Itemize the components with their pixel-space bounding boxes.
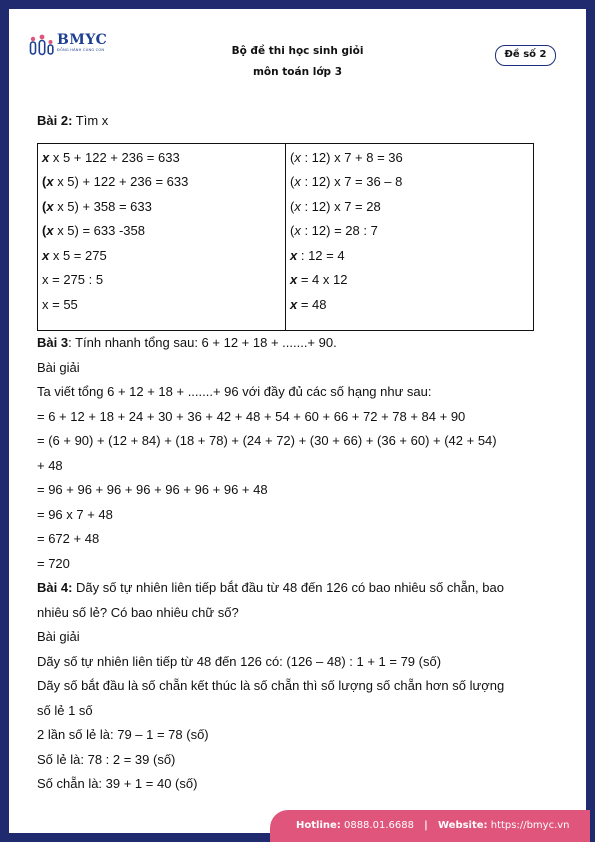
bai2-right-line: x : 12 = 4 <box>290 247 345 263</box>
document-body <box>37 109 567 797</box>
bai2-right-line: (x : 12) = 28 : 7 <box>290 223 378 238</box>
bai4-line: Số chẵn là: 39 + 1 = 40 (số) <box>37 776 198 791</box>
bai2-right-line: (x : 12) x 7 + 8 = 36 <box>290 149 403 165</box>
bai2-solution-table <box>37 143 534 332</box>
bai2-left-line: x x 5 = 275 <box>42 247 107 263</box>
bai3-line: = 720 <box>37 555 70 571</box>
bai3-line: = (6 + 90) + (12 + 84) + (18 + 78) + (24 + 72) + (30 + 66) + (36 + 60) + (42 + 54) <box>37 433 497 448</box>
bai2-left-line: x x 5 + 122 + 236 = 633 <box>42 149 180 165</box>
bai4-text-line-2: nhiêu số lẻ? Có bao nhiêu chữ số? <box>37 604 239 620</box>
bai2-text: Tìm x <box>72 113 109 128</box>
bai2-right-line: x = 4 x 12 <box>290 272 348 287</box>
bai4-line: Dãy số bắt đầu là số chẵn kết thúc là số chẵn thì số lượng số chẵn hơn số lượng <box>37 678 505 693</box>
hotline-number[interactable]: 0888.01.6688 <box>343 820 414 831</box>
bai3-line: + 48 <box>37 457 63 473</box>
bai3-label: Bài 3 <box>37 335 69 350</box>
contact-footer <box>270 810 590 842</box>
bai2-left-line: (x x 5) + 358 = 633 <box>42 198 152 214</box>
title-line-1: Bộ đề thi học sinh giỏi <box>231 45 364 57</box>
bai3-line: = 96 x 7 + 48 <box>37 506 113 522</box>
bai3-line: = 96 + 96 + 96 + 96 + 96 + 96 + 96 + 48 <box>37 482 268 497</box>
bai4-line: Dãy số tự nhiên liên tiếp từ 48 đến 126 có: (126 – 48) : 1 + 1 = 79 (số) <box>37 653 442 669</box>
bai2-right-line: x = 48 <box>290 296 327 312</box>
bai3-line: = 672 + 48 <box>37 531 100 546</box>
bai3-heading <box>37 331 567 356</box>
document-page <box>9 9 586 833</box>
bai4-text-line-1: Dãy số tự nhiên liên tiếp bắt đầu từ 48 đến 126 có bao nhiêu số chẵn, bao <box>72 580 504 595</box>
logo-tagline: ĐỒNG HÀNH CÙNG CON <box>57 48 105 52</box>
website-label: Website: <box>437 820 488 831</box>
bai4-line: Số lẻ là: 78 : 2 = 39 (số) <box>37 751 176 767</box>
bai4-line: số lẻ 1 số <box>37 702 93 718</box>
bai2-right-line: (x : 12) x 7 = 36 – 8 <box>290 174 403 189</box>
bai4-solution-label: Bài giải <box>37 629 80 644</box>
website-link[interactable]: https://bmyc.vn <box>490 820 570 831</box>
footer-separator: | <box>424 820 428 831</box>
bai2-left-line: (x x 5) = 633 -358 <box>42 223 145 238</box>
bai2-heading <box>37 109 567 134</box>
bai3-line: = 6 + 12 + 18 + 24 + 30 + 36 + 42 + 48 + 54 + 60 + 66 + 72 + 78 + 84 + 90 <box>37 408 466 424</box>
bai2-left-line: x = 275 : 5 <box>42 272 104 287</box>
bai3-line: Ta viết tổng 6 + 12 + 18 + .......+ 96 với đầy đủ các số hạng như sau: <box>37 384 432 399</box>
bai3-solution-label: Bài giải <box>37 359 80 375</box>
bai2-left-column <box>38 143 286 331</box>
bai4-heading <box>37 576 567 601</box>
bai3-text: : Tính nhanh tổng sau: 6 + 12 + 18 + .......+ 90. <box>68 335 337 350</box>
title-line-2: môn toán lớp 3 <box>252 66 343 78</box>
bai4-label: Bài 4: <box>37 580 73 595</box>
bai2-right-line: (x : 12) x 7 = 28 <box>290 198 381 214</box>
bai2-label: Bài 2: <box>37 113 73 128</box>
logo-name: BMYC <box>57 32 108 48</box>
bai2-left-line: (x x 5) + 122 + 236 = 633 <box>42 174 189 189</box>
bai2-left-line: x = 55 <box>42 296 78 312</box>
bai2-right-column <box>286 143 534 331</box>
bai4-line: 2 lần số lẻ là: 79 – 1 = 78 (số) <box>37 727 209 742</box>
hotline-label: Hotline: <box>296 820 341 831</box>
exam-number-badge: Đề số 2 <box>495 45 556 66</box>
